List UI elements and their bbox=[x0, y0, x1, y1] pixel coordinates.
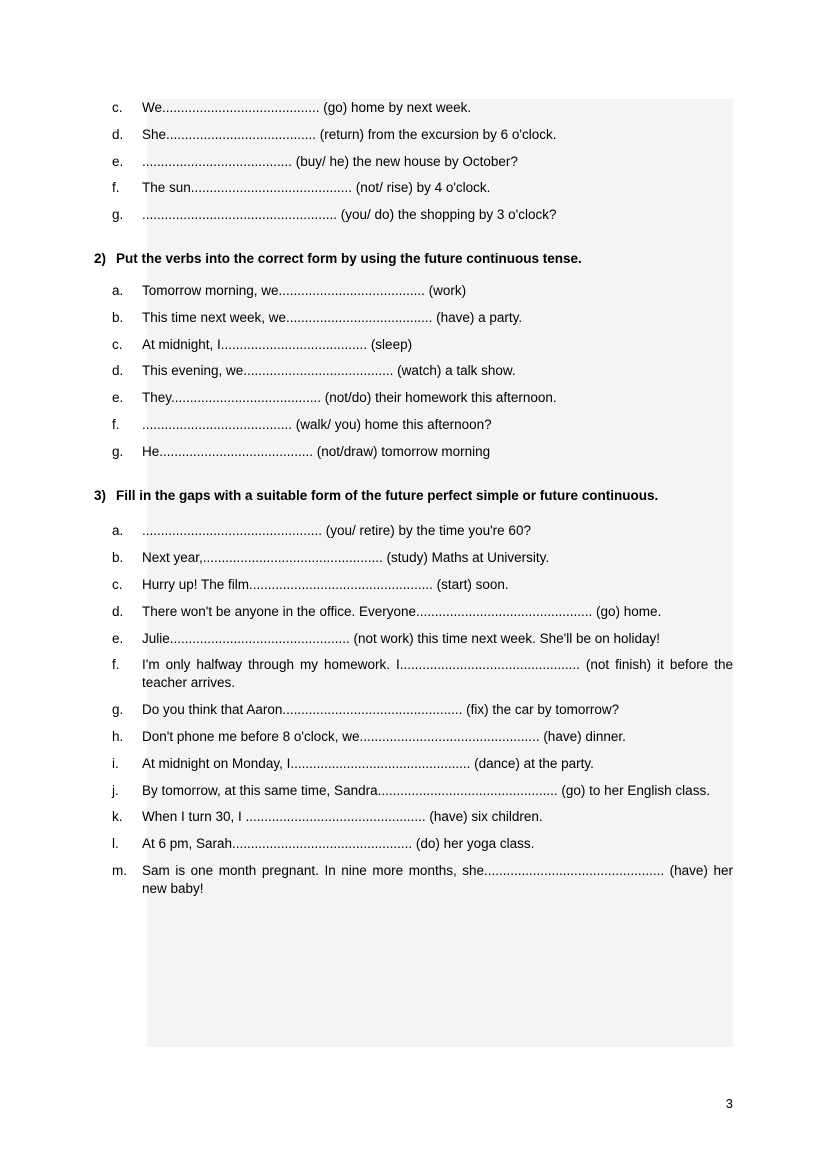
list-item-marker: d. bbox=[112, 603, 124, 619]
list-item-marker: b. bbox=[112, 550, 124, 566]
list-item bbox=[0, 179, 828, 197]
list-item-marker: i. bbox=[112, 755, 119, 771]
list-item-marker: e. bbox=[112, 390, 124, 406]
exercise-2-list bbox=[0, 282, 828, 461]
list-item bbox=[0, 362, 828, 380]
list-item-text: At 6 pm, Sarah................................................ (do) her yoga class. bbox=[142, 836, 535, 852]
list-item bbox=[0, 701, 828, 719]
exercise-3-list bbox=[0, 522, 828, 897]
list-item bbox=[0, 576, 828, 594]
list-item bbox=[0, 153, 828, 171]
list-item-text: Don't phone me before 8 o'clock, we................................................ (have) dinner. bbox=[142, 728, 626, 744]
list-item bbox=[0, 336, 828, 354]
list-item-text: ........................................ (walk/ you) home this afternoon? bbox=[142, 416, 492, 432]
list-item bbox=[0, 443, 828, 461]
list-item-marker: e. bbox=[112, 153, 124, 169]
list-item bbox=[0, 755, 828, 773]
list-item-marker: d. bbox=[112, 363, 124, 379]
list-item bbox=[0, 309, 828, 327]
list-item bbox=[0, 99, 828, 117]
list-item-marker: l. bbox=[112, 836, 119, 852]
list-item-text: At midnight on Monday, I................................................ (dance) at the party. bbox=[142, 755, 594, 771]
list-item bbox=[0, 630, 828, 648]
list-item-text: I'm only halfway through my homework. I................................................ (not finish) it before the teacher arrives. bbox=[142, 657, 733, 691]
exercise-1-continued-list bbox=[0, 99, 828, 224]
list-item bbox=[0, 808, 828, 826]
list-item-text: By tomorrow, at this same time, Sandra................................................ (go) to her English class. bbox=[142, 782, 710, 798]
list-item-text: Tomorrow morning, we....................................... (work) bbox=[142, 282, 467, 298]
list-item-text: There won't be anyone in the office. Everyone............................................... (go) home. bbox=[142, 603, 662, 619]
list-item-marker: g. bbox=[112, 443, 124, 459]
list-item-marker: d. bbox=[112, 126, 124, 142]
list-item-marker: a. bbox=[112, 282, 124, 298]
list-item-marker: g. bbox=[112, 702, 124, 718]
list-item-marker: f. bbox=[112, 657, 120, 673]
list-item-marker: c. bbox=[112, 100, 123, 115]
list-item-marker: f. bbox=[112, 416, 120, 432]
list-item bbox=[0, 603, 828, 621]
list-item bbox=[0, 656, 828, 692]
list-item-text: ................................................ (you/ retire) by the time you're 60? bbox=[142, 523, 531, 539]
list-item-text: ........................................ (buy/ he) the new house by October? bbox=[142, 153, 518, 169]
list-item bbox=[0, 522, 828, 540]
list-item-text: Hurry up! The film................................................. (start) soon. bbox=[142, 577, 509, 592]
exercise-heading-text: Fill in the gaps with a suitable form of the future perfect simple or future continuous. bbox=[116, 487, 659, 503]
list-item-text: She........................................ (return) from the excursion by 6 o'clock. bbox=[142, 126, 557, 142]
list-item-text: At midnight, I....................................... (sleep) bbox=[142, 336, 413, 352]
list-item-text: They........................................ (not/do) their homework this afternoon. bbox=[142, 390, 557, 406]
list-item-marker: c. bbox=[112, 577, 123, 592]
list-item-marker: g. bbox=[112, 207, 124, 223]
list-item-text: Julie................................................ (not work) this time next week. She'll be on holiday! bbox=[142, 630, 661, 646]
list-item-text: Do you think that Aaron................................................ (fix) the car by tomorrow? bbox=[142, 702, 620, 718]
list-item bbox=[0, 126, 828, 144]
list-item-marker: b. bbox=[112, 309, 124, 325]
list-item bbox=[0, 282, 828, 300]
list-item-marker: j. bbox=[112, 782, 119, 798]
list-item-text: When I turn 30, I ................................................ (have) six children. bbox=[142, 809, 543, 825]
exercise-number: 3) bbox=[94, 487, 107, 503]
list-item-marker: k. bbox=[112, 809, 123, 825]
list-item-marker: e. bbox=[112, 630, 124, 646]
list-item bbox=[0, 728, 828, 746]
list-item-marker: m. bbox=[112, 862, 127, 878]
list-item-text: Next year,................................................ (study) Maths at University. bbox=[142, 550, 550, 566]
list-item bbox=[0, 835, 828, 853]
page-number: 3 bbox=[725, 1096, 733, 1111]
list-item-text: This time next week, we....................................... (have) a party. bbox=[142, 309, 523, 325]
list-item bbox=[0, 389, 828, 407]
list-item-text: This evening, we........................................ (watch) a talk show. bbox=[142, 363, 516, 379]
list-item-marker: a. bbox=[112, 523, 124, 539]
list-item-text: Sam is one month pregnant. In nine more months, she................................................ (have) her new baby! bbox=[142, 862, 733, 896]
list-item bbox=[0, 416, 828, 434]
list-item bbox=[0, 862, 828, 898]
list-item bbox=[0, 549, 828, 567]
exercise-3-heading bbox=[0, 487, 828, 505]
exercise-number: 2) bbox=[94, 251, 107, 267]
list-item-marker: c. bbox=[112, 336, 123, 352]
list-item-text: We.......................................... (go) home by next week. bbox=[142, 100, 472, 115]
list-item bbox=[0, 782, 828, 800]
list-item-text: The sun........................................... (not/ rise) by 4 o'clock. bbox=[142, 180, 491, 196]
list-item-text: .................................................... (you/ do) the shopping by 3 o'clock? bbox=[142, 207, 557, 223]
exercise-heading-text: Put the verbs into the correct form by using the future continuous tense. bbox=[116, 251, 582, 267]
list-item-marker: h. bbox=[112, 728, 124, 744]
list-item-text: He......................................... (not/draw) tomorrow morning bbox=[142, 443, 491, 459]
list-item bbox=[0, 206, 828, 224]
list-item-marker: f. bbox=[112, 180, 120, 196]
exercise-2-heading bbox=[0, 250, 828, 268]
